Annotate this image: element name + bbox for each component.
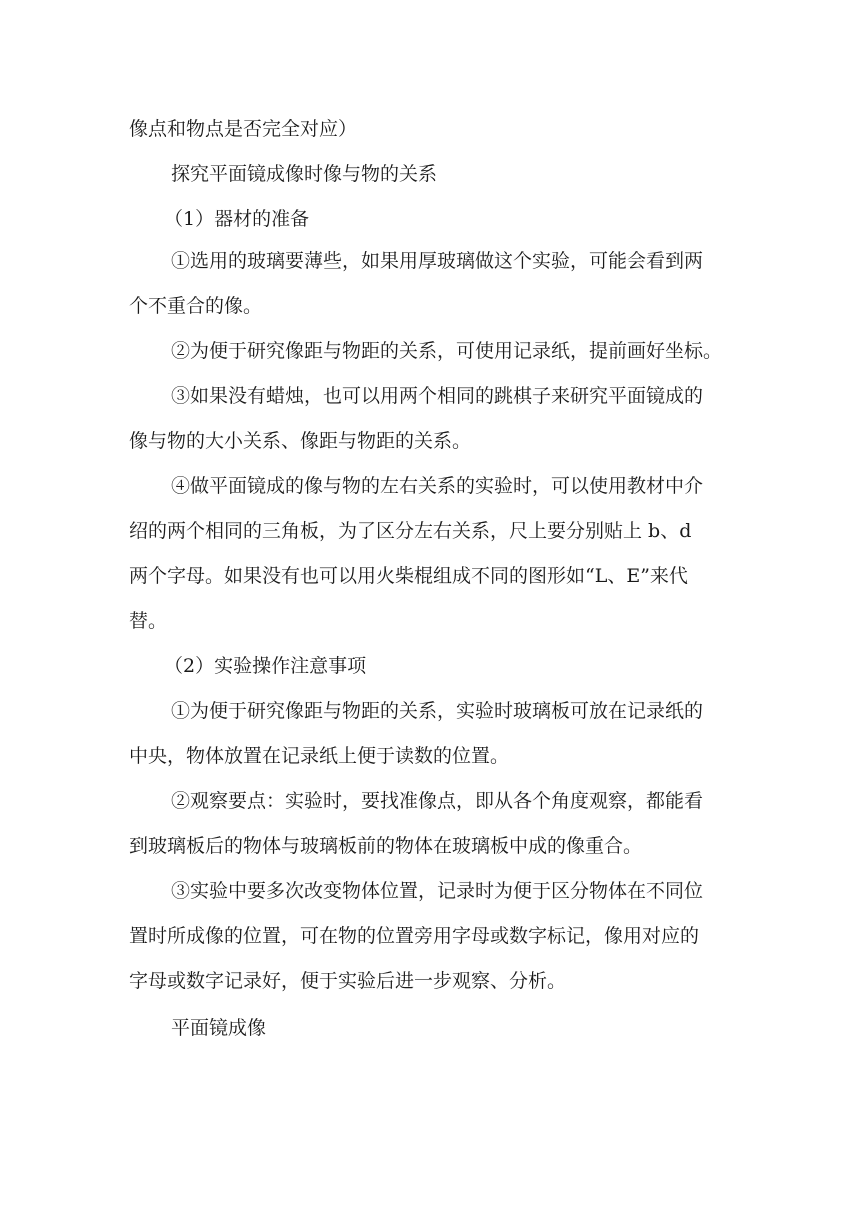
text-line: 像点和物点是否完全对应） (129, 118, 358, 140)
text-line: ①选用的玻璃要薄些，如果用厚玻璃做这个实验，可能会看到两 (171, 250, 704, 272)
text-line: ④做平面镜成的像与物的左右关系的实验时，可以使用教材中介 (171, 475, 704, 497)
text-line: 两个字母。如果没有也可以用火柴棍组成不同的图形如“L、E”来代 (129, 565, 688, 587)
section-heading: 平面镜成像 (171, 1017, 267, 1039)
text-line: 置时所成像的位置，可在物的位置旁用字母或数字标记，像用对应的 (129, 925, 700, 947)
text-line: ①为便于研究像距与物距的关系，实验时玻璃板可放在记录纸的 (171, 700, 704, 722)
subsection-heading: （1）器材的准备 (164, 208, 310, 230)
text-line: 中央，物体放置在记录纸上便于读数的位置。 (129, 745, 510, 767)
section-heading: 探究平面镜成像时像与物的关系 (171, 163, 438, 185)
text-line: ②为便于研究像距与物距的关系，可使用记录纸，提前画好坐标。 (171, 340, 723, 362)
text-line: 个不重合的像。 (129, 295, 263, 317)
text-line: 像与物的大小关系、像距与物距的关系。 (129, 430, 472, 452)
subsection-heading: （2）实验操作注意事项 (164, 655, 367, 677)
text-line: 字母或数字记录好，便于实验后进一步观察、分析。 (129, 970, 567, 992)
text-line: ③如果没有蜡烛，也可以用两个相同的跳棋子来研究平面镜成的 (171, 385, 704, 407)
text-line: 替。 (129, 610, 168, 632)
text-line: 到玻璃板后的物体与玻璃板前的物体在玻璃板中成的像重合。 (129, 835, 643, 857)
text-line: ②观察要点：实验时，要找准像点，即从各个角度观察，都能看 (171, 790, 704, 812)
text-line: 绍的两个相同的三角板，为了区分左右关系，尺上要分别贴上 b、d (129, 520, 692, 542)
text-line: ③实验中要多次改变物体位置，记录时为便于区分物体在不同位 (171, 880, 704, 902)
